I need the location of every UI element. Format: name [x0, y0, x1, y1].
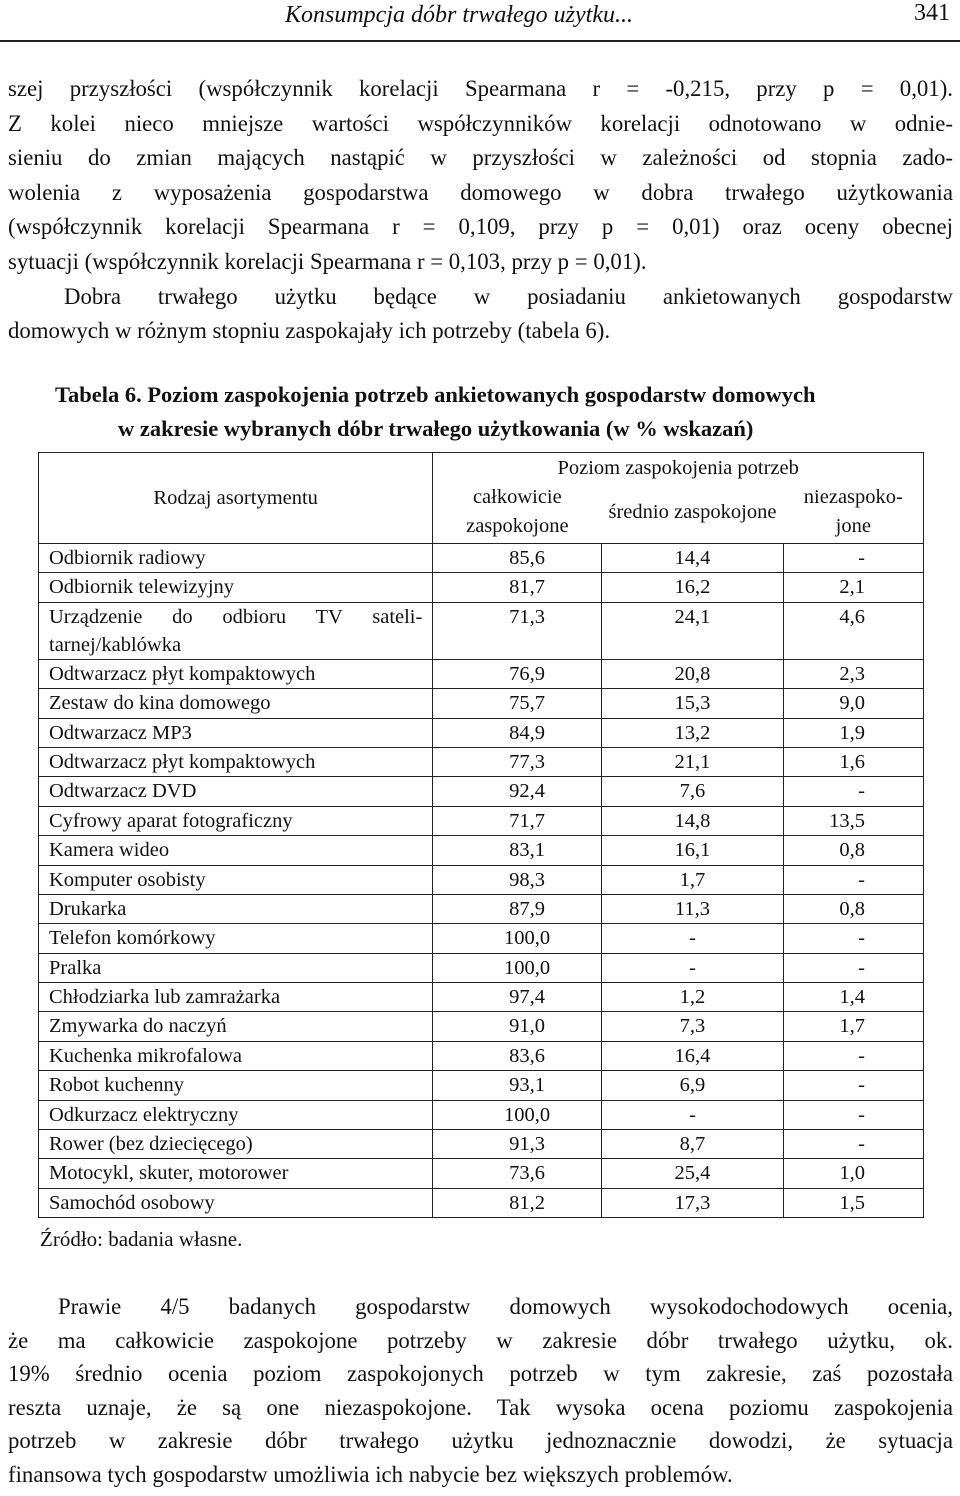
- cell-asortyment: Zestaw do kina domowego: [39, 689, 433, 718]
- running-header: [0, 0, 960, 42]
- cell-c2: -: [601, 953, 783, 982]
- table-row: [39, 865, 924, 894]
- cell-c1: 83,6: [433, 1041, 601, 1070]
- cell-c3: 9,0: [784, 689, 924, 718]
- cell-c2: 21,1: [601, 747, 783, 776]
- table-row: [39, 718, 924, 747]
- cell-c2: 6,9: [601, 1071, 783, 1100]
- cell-asortyment: Kamera wideo: [39, 836, 433, 865]
- cell-asortyment: Telefon komórkowy: [39, 924, 433, 953]
- cell-c3: 1,4: [784, 983, 924, 1012]
- table-row: [39, 1041, 924, 1070]
- data-table: [38, 452, 924, 1218]
- cell-c2: 16,2: [601, 573, 783, 602]
- table-row: [39, 573, 924, 602]
- cell-c1: 91,3: [433, 1130, 601, 1159]
- table-row: [39, 1100, 924, 1129]
- cell-c2: 1,7: [601, 865, 783, 894]
- cell-c2: 14,8: [601, 806, 783, 835]
- text-line: potrzeb w zakresie dóbr trwałego użytku jednoznacznie dowodzi, że sytuacja: [8, 1428, 953, 1454]
- cell-c3: 1,7: [784, 1012, 924, 1041]
- text-line: finansowa tych gospodarstw umożliwia ich nabycie bez większych problemów.: [8, 1461, 733, 1487]
- cell-asortyment: Odkurzacz elektryczny: [39, 1100, 433, 1129]
- cell-c1: 83,1: [433, 836, 601, 865]
- cell-c2: 7,3: [601, 1012, 783, 1041]
- cell-c3: 1,6: [784, 747, 924, 776]
- cell-c1: 71,3: [433, 602, 601, 659]
- table-row: [39, 777, 924, 806]
- cell-asortyment: Samochód osobowy: [39, 1188, 433, 1217]
- cell-c3: 1,9: [784, 718, 924, 747]
- table-row: [39, 544, 924, 573]
- cell-asortyment: Drukarka: [39, 894, 433, 923]
- cell-c1: 100,0: [433, 924, 601, 953]
- cell-c2: 14,4: [601, 544, 783, 573]
- cell-c2: 8,7: [601, 1130, 783, 1159]
- table-row: [39, 602, 924, 659]
- cell-c2: 1,2: [601, 983, 783, 1012]
- table-row: [39, 836, 924, 865]
- cell-asortyment: Zmywarka do naczyń: [39, 1012, 433, 1041]
- table-caption: [55, 378, 925, 446]
- cell-c3: -: [784, 1130, 924, 1159]
- text-line: (współczynnik korelacji Spearmana r = 0,109, przy p = 0,01) oraz oceny obecnej: [8, 214, 953, 240]
- table-row: [39, 1188, 924, 1217]
- table-row: [39, 1071, 924, 1100]
- text-line: 19% średnio ocenia poziom zaspokojonych potrzeb w tym zakresie, zaś pozostała: [8, 1361, 953, 1387]
- cell-c1: 87,9: [433, 894, 601, 923]
- cell-c2: 15,3: [601, 689, 783, 718]
- cell-c1: 81,7: [433, 573, 601, 602]
- cell-c1: 98,3: [433, 865, 601, 894]
- cell-c1: 85,6: [433, 544, 601, 573]
- cell-asortyment: Odtwarzacz MP3: [39, 718, 433, 747]
- cell-c3: 0,8: [784, 836, 924, 865]
- cell-c3: -: [784, 544, 924, 573]
- cell-asortyment: Odbiornik radiowy: [39, 544, 433, 573]
- cell-c2: -: [601, 1100, 783, 1129]
- cell-c1: 71,7: [433, 806, 601, 835]
- cell-c1: 73,6: [433, 1159, 601, 1188]
- cell-c3: 13,5: [784, 806, 924, 835]
- cell-c1: 100,0: [433, 953, 601, 982]
- cell-c2: 16,4: [601, 1041, 783, 1070]
- table-row: [39, 1130, 924, 1159]
- cell-asortyment: Chłodziarka lub zamrażarka: [39, 983, 433, 1012]
- cell-c3: 4,6: [784, 602, 924, 659]
- cell-c2: 16,1: [601, 836, 783, 865]
- text-line: sytuacji (współczynnik korelacji Spearmana r = 0,103, przy p = 0,01).: [8, 248, 647, 274]
- text-line: że ma całkowicie zaspokojone potrzeby w zakresie dóbr trwałego użytku, ok.: [8, 1327, 953, 1353]
- caption-line: Tabela 6. Poziom zaspokojenia potrzeb ankietowanych gospodarstw domowych: [55, 382, 816, 407]
- table-row: [39, 689, 924, 718]
- text-line: domowych w różnym stopniu zaspokajały ich potrzeby (tabela 6).: [8, 318, 611, 344]
- cell-asortyment: Cyfrowy aparat fotograficzny: [39, 806, 433, 835]
- text-line: reszta uznaje, że są one niezaspokojone. Tak wysoka ocena poziomu zaspokojenia: [8, 1394, 953, 1420]
- header-group: Poziom zaspokojenia potrzeb: [433, 453, 924, 484]
- cell-asortyment: [39, 602, 433, 659]
- table-row: [39, 747, 924, 776]
- table-row: [39, 806, 924, 835]
- cell-c1: 77,3: [433, 747, 601, 776]
- cell-c3: 1,5: [784, 1188, 924, 1217]
- cell-asortyment: Pralka: [39, 953, 433, 982]
- table-row: [39, 1012, 924, 1041]
- cell-c1: 75,7: [433, 689, 601, 718]
- cell-asortyment: Motocykl, skuter, motorower: [39, 1159, 433, 1188]
- cell-asortyment: Odtwarzacz płyt kompaktowych: [39, 747, 433, 776]
- cell-c3: -: [784, 1100, 924, 1129]
- cell-c2: 24,1: [601, 602, 783, 659]
- cell-c1: 76,9: [433, 659, 601, 688]
- paragraph-2: [8, 1290, 953, 1492]
- cell-asortyment: Odtwarzacz DVD: [39, 777, 433, 806]
- text-line: Prawie 4/5 badanych gospodarstw domowych wysokodochodowych ocenia,: [58, 1294, 953, 1319]
- cell-c1: 81,2: [433, 1188, 601, 1217]
- cell-c3: -: [784, 953, 924, 982]
- cell-asortyment: Kuchenka mikrofalowa: [39, 1041, 433, 1070]
- cell-c3: 2,1: [784, 573, 924, 602]
- text-line: wolenia z wyposażenia gospodarstwa domowego w dobra trwałego użytkowania: [8, 179, 953, 205]
- cell-asortyment: Rower (bez dziecięcego): [39, 1130, 433, 1159]
- cell-c2: 11,3: [601, 894, 783, 923]
- table-row: [39, 953, 924, 982]
- cell-c2: 17,3: [601, 1188, 783, 1217]
- cell-c3: 0,8: [784, 894, 924, 923]
- table-row: [39, 659, 924, 688]
- header-niezaspokojone: [784, 483, 924, 544]
- cell-c3: 2,3: [784, 659, 924, 688]
- cell-c3: -: [784, 924, 924, 953]
- cell-asortyment-line: Urządzenie do odbioru TV sateli-: [49, 605, 423, 628]
- table-header-row: [39, 453, 924, 484]
- cell-c1: 84,9: [433, 718, 601, 747]
- page-number: 341: [914, 0, 950, 26]
- cell-asortyment: Odtwarzacz płyt kompaktowych: [39, 659, 433, 688]
- cell-c3: -: [784, 865, 924, 894]
- cell-c1: 97,4: [433, 983, 601, 1012]
- text-line: Dobra trwałego użytku będące w posiadaniu ankietowanych gospodarstw: [64, 283, 953, 309]
- cell-c3: 1,0: [784, 1159, 924, 1188]
- running-title: Konsumpcja dóbr trwałego użytku...: [285, 2, 633, 28]
- cell-c1: 100,0: [433, 1100, 601, 1129]
- caption-line: w zakresie wybranych dóbr trwałego użytkowania (w % wskazań): [118, 416, 754, 441]
- cell-c1: 92,4: [433, 777, 601, 806]
- cell-c1: 93,1: [433, 1071, 601, 1100]
- table-row: [39, 1159, 924, 1188]
- cell-asortyment: Robot kuchenny: [39, 1071, 433, 1100]
- cell-c2: 20,8: [601, 659, 783, 688]
- header-rodzaj: Rodzaj asortymentu: [39, 453, 433, 544]
- table-row: [39, 924, 924, 953]
- header-niezaspokojone-part1: niezaspoko-: [803, 486, 903, 508]
- cell-asortyment-line: tarnej/kablówka: [49, 633, 182, 656]
- paragraph-1: [8, 72, 953, 349]
- header-niezaspokojone-part2: jone: [835, 515, 871, 537]
- cell-asortyment: Komputer osobisty: [39, 865, 433, 894]
- cell-c2: -: [601, 924, 783, 953]
- cell-c3: -: [784, 1041, 924, 1070]
- text-line: szej przyszłości (współczynnik korelacji Spearmana r = -0,215, przy p = 0,01).: [8, 76, 953, 101]
- cell-c1: 91,0: [433, 1012, 601, 1041]
- cell-c2: 7,6: [601, 777, 783, 806]
- header-calkowicie: całkowicie zaspokojone: [433, 483, 601, 544]
- cell-c3: -: [784, 777, 924, 806]
- text-line: Z kolei nieco mniejsze wartości współczynników korelacji odnotowano w odnie-: [8, 110, 953, 136]
- cell-asortyment: Odbiornik telewizyjny: [39, 573, 433, 602]
- header-srednio: średnio zaspokojone: [601, 483, 783, 544]
- table-row: [39, 983, 924, 1012]
- source-note: Źródło: badania własne.: [40, 1227, 243, 1251]
- cell-c3: -: [784, 1071, 924, 1100]
- cell-c2: 13,2: [601, 718, 783, 747]
- cell-c2: 25,4: [601, 1159, 783, 1188]
- text-line: sieniu do zmian mających nastąpić w przyszłości w zależności od stopnia zado-: [8, 145, 953, 171]
- table-row: [39, 894, 924, 923]
